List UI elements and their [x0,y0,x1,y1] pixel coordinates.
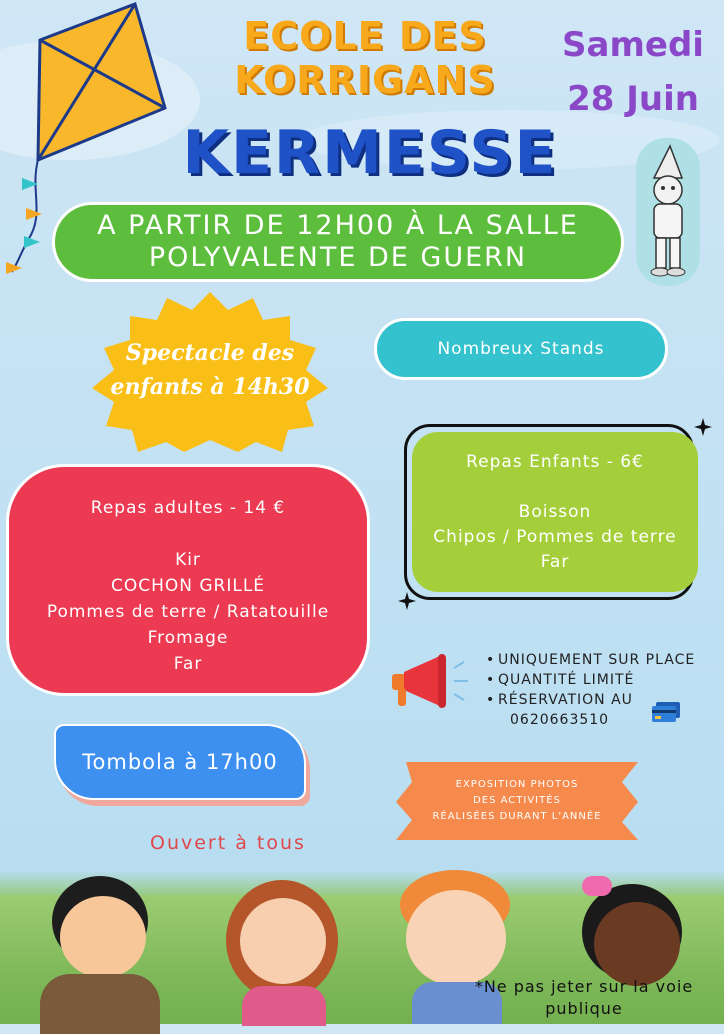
note-line-1: *Ne pas jeter sur la voie [474,977,694,996]
info-item: • RÉSERVATION AU [498,690,716,710]
sparkle-icon [694,418,712,436]
kids-menu-item: Chipos / Pommes de terre [433,527,677,547]
spectacle-line-2: enfants à 14h30 [110,374,310,400]
stands-banner: Nombreux Stands [374,318,668,380]
adults-menu-item: Fromage [147,628,229,648]
date-month: 28 Juin [567,79,699,119]
school-name [200,14,530,102]
spectacle-line-1: Spectacle des [125,340,295,366]
adults-menu-title: Repas adultes - 14 € [90,498,286,518]
kids-menu-title: Repas Enfants - 6€ [466,452,644,472]
expo-banner [396,762,638,840]
location-line-1: A PARTIR DE 12H00 À LA SALLE [97,210,579,241]
megaphone-icon [388,652,478,710]
school-line-1: ECOLE DES [243,14,487,58]
page-title: KERMESSE [182,118,558,188]
kids-menu-item: Boisson [518,502,592,522]
adults-menu-item: Kir [175,550,201,570]
korrigan-icon [636,138,700,286]
note-line-2: publique [545,999,623,1018]
info-item: • QUANTITÉ LIMITÉ [498,670,716,690]
adults-menu-item: COCHON GRILLÉ [110,576,266,596]
open-to-all: Ouvert à tous [150,832,306,854]
kids-menu-item: Far [540,552,570,572]
adults-menu-item: Pommes de terre / Ratatouille [46,602,330,622]
disposal-note [446,976,722,1020]
phone-number: 0620663510 [510,712,610,728]
child-illustration [212,876,352,1024]
event-date [548,18,718,126]
location-banner [52,202,624,282]
location-line-2: POLYVALENTE DE GUERN [148,242,528,273]
adults-menu [6,464,370,696]
child-illustration [30,876,170,1024]
date-day: Samedi [562,25,704,65]
info-item: • UNIQUEMENT SUR PLACE [498,650,716,670]
adults-menu-item: Far [173,654,203,674]
tombola-banner: Tombola à 17h00 [54,724,306,800]
kids-menu [412,432,698,592]
credit-card-icon [650,700,682,724]
expo-line-1: EXPOSITION PHOTOS [455,779,579,790]
expo-line-2: DES ACTIVITÉS [473,795,561,806]
spectacle-text [110,336,310,404]
school-line-2: KORRIGANS [234,58,496,102]
expo-line-3: RÉALISÉES DURANT L'ANNÉE [432,811,602,822]
